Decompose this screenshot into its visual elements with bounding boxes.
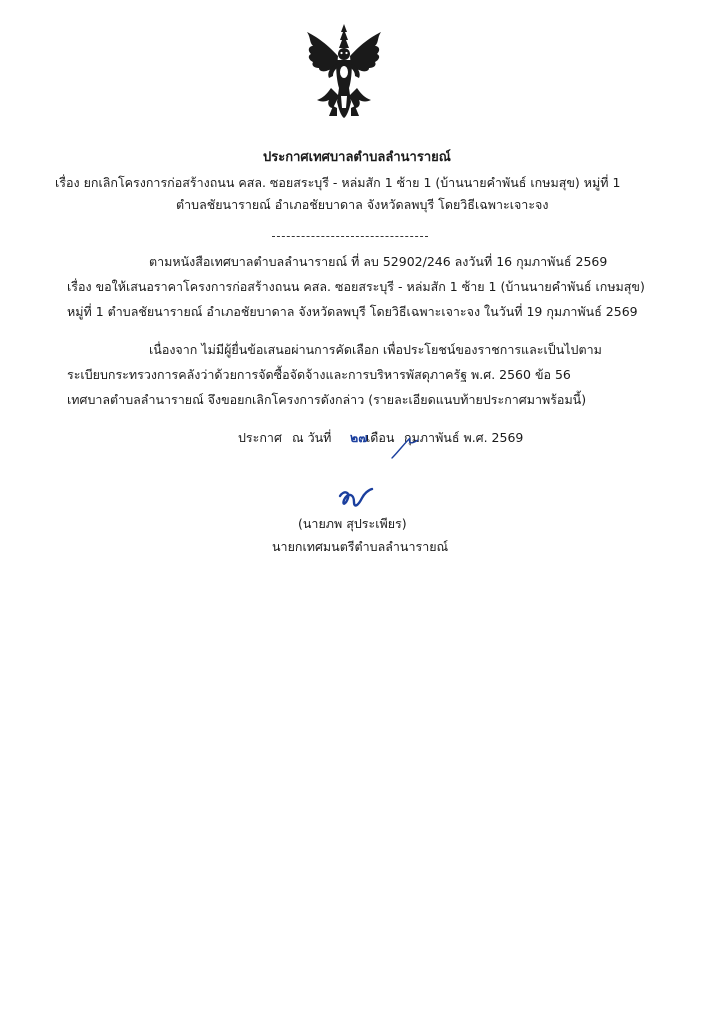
signature-mark xyxy=(334,486,374,514)
document-title: ประกาศเทศบาลตำบลลำนารายณ์ xyxy=(263,150,451,165)
separator-line xyxy=(272,236,428,239)
announce-month-year: กุมภาพันธ์ พ.ศ. 2569 xyxy=(404,430,524,445)
announce-label: ประกาศ xyxy=(238,430,282,445)
ink-stroke-mark xyxy=(388,434,428,460)
announce-date-prefix: ณ วันที่ xyxy=(292,430,332,445)
para1-line-3: หมู่ที่ 1 ตำบลชัยนารายณ์ อำเภอชัยบาดาล จังหวัดลพบุรี โดยวิธีเฉพาะเจาะจง ในวันที่ 19 กุมภาพันธ์ 2569 xyxy=(67,304,638,319)
para1-line-2: เรื่อง ขอให้เสนอราคาโครงการก่อสร้างถนน คสล. ซอยสระบุรี - หล่มสัก 1 ซ้าย 1 (บ้านนายคำพันธ์ เกษมสุข) xyxy=(67,279,645,294)
signatory-position: นายกเทศมนตรีตำบลลำนารายณ์ xyxy=(272,539,449,554)
para2-line-3: เทศบาลตำบลลำนารายณ์ จึงขอยกเลิกโครงการดังกล่าว (รายละเอียดแนบท้ายประกาศมาพร้อมนี้) xyxy=(67,392,587,407)
para2-line-2: ระเบียบกระทรวงการคลังว่าด้วยการจัดซื้อจัดจ้างและการบริหารพัสดุภาครัฐ พ.ศ. 2560 ข้อ 56 xyxy=(67,367,571,382)
subject-line-2: ตำบลชัยนารายณ์ อำเภอชัยบาดาล จังหวัดลพบุรี โดยวิธีเฉพาะเจาะจง xyxy=(176,197,549,212)
subject-line-1: เรื่อง ยกเลิกโครงการก่อสร้างถนน คสล. ซอยสระบุรี - หล่มสัก 1 ซ้าย 1 (บ้านนายคำพันธ์ เกษมสุข) หมู่ที่ 1 xyxy=(55,175,621,190)
announce-month-label: เดือน xyxy=(366,430,395,445)
para2-line-1: เนื่องจาก ไม่มีผู้ยื่นข้อเสนอผ่านการคัดเลือก เพื่อประโยชน์ของราชการและเป็นไปตาม xyxy=(149,342,602,357)
garuda-emblem-icon xyxy=(303,22,385,120)
signatory-name: (นายภพ สุประเพียร) xyxy=(298,516,407,531)
handwritten-day: ๒๗ xyxy=(350,430,368,445)
para1-line-1: ตามหนังสือเทศบาลตำบลลำนารายณ์ ที่ ลบ 52902/246 ลงวันที่ 16 กุมภาพันธ์ 2569 xyxy=(149,254,608,269)
